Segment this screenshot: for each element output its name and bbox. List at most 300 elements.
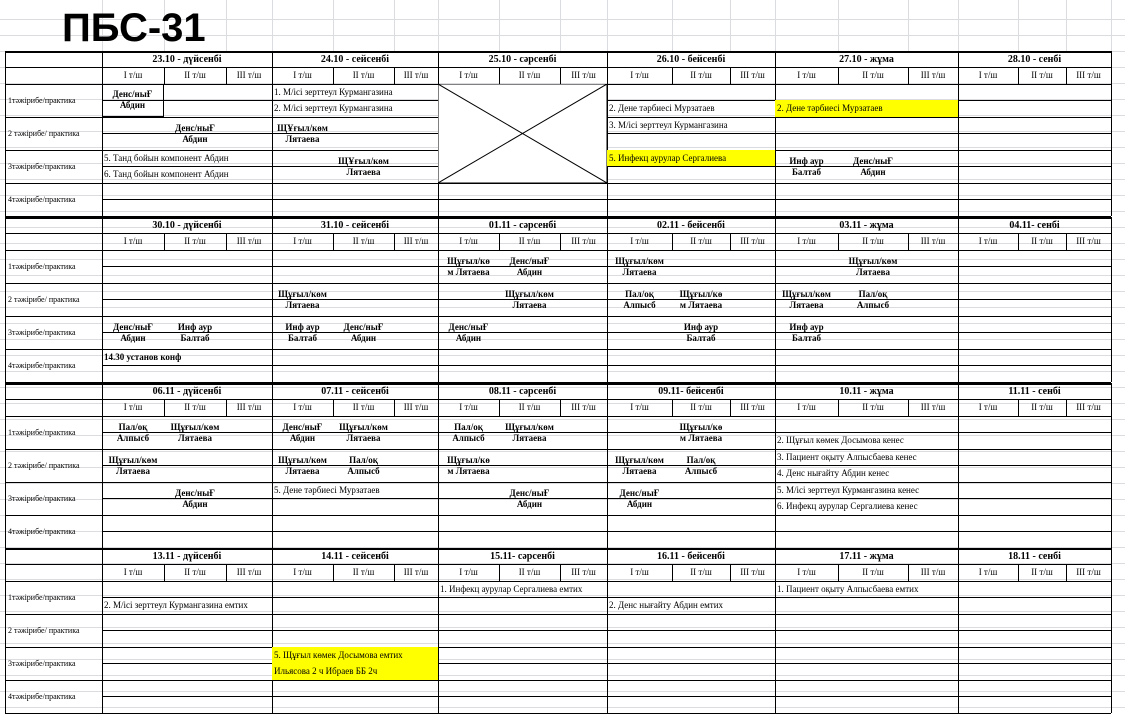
cell-line: Щұғыл/кө: [679, 288, 723, 299]
schedule-cell[interactable]: [607, 449, 672, 482]
sub-header[interactable]: І т/ш: [630, 566, 649, 577]
day-header[interactable]: 15.11- сәрсенбі: [490, 550, 555, 562]
sub-header[interactable]: І т/ш: [459, 401, 478, 412]
day-header[interactable]: 30.10 - дүйсенбі: [152, 219, 222, 231]
sub-header[interactable]: ІІІ т/ш: [403, 235, 429, 246]
day-header[interactable]: 16.11 - бейсенбі: [657, 550, 725, 562]
border-line: [499, 399, 500, 416]
sub-header[interactable]: І т/ш: [293, 566, 312, 577]
border-line: [5, 614, 102, 615]
period-label[interactable]: 3тәжірибе/практика: [8, 162, 76, 171]
border-line: [607, 365, 775, 366]
period-label[interactable]: 3тәжірибе/практика: [8, 494, 76, 503]
cell-text: [175, 488, 215, 510]
schedule-cell[interactable]: [102, 84, 164, 117]
sub-header[interactable]: ІІ т/ш: [690, 69, 712, 80]
sub-header[interactable]: ІІІ т/ш: [403, 69, 429, 80]
sub-header[interactable]: ІІ т/ш: [184, 69, 206, 80]
schedule-cell[interactable]: [164, 482, 226, 515]
period-label[interactable]: 4тәжірибе/практика: [8, 195, 76, 204]
border-line: [908, 233, 909, 250]
schedule-cell[interactable]: 6. Инфекц аурулар Сергалиева кенес: [777, 500, 918, 511]
schedule-cell[interactable]: [499, 416, 560, 449]
sub-header[interactable]: ІІІ т/ш: [920, 69, 946, 80]
schedule-cell[interactable]: [272, 283, 333, 316]
sub-header[interactable]: ІІ т/ш: [862, 401, 884, 412]
schedule-cell-highlight[interactable]: 5. Инфекц аурулар Сергалиева: [607, 150, 775, 166]
sub-header[interactable]: І т/ш: [797, 401, 816, 412]
sub-header[interactable]: І т/ш: [123, 401, 143, 412]
border-line: [226, 399, 227, 416]
border-line: [672, 564, 673, 581]
day-header[interactable]: 27.10 - жұма: [839, 53, 894, 65]
cell-line: Алпысб: [347, 465, 380, 476]
cell-line: Алпысб: [856, 299, 890, 310]
period-label[interactable]: 3тәжірибе/практика: [8, 328, 76, 337]
border-line: [102, 515, 272, 516]
cell-text: [623, 289, 655, 311]
schedule-cell[interactable]: 2. М/ісі зерттеул Курмангазина: [274, 103, 393, 113]
schedule-cell[interactable]: [272, 316, 333, 349]
day-header[interactable]: 25.10 - сәрсенбі: [488, 53, 557, 65]
day-header[interactable]: 03.11 - жұма: [839, 219, 894, 231]
gridline: [672, 0, 673, 51]
sub-header[interactable]: ІІІ т/ш: [740, 235, 765, 246]
border-line: [438, 680, 607, 681]
day-header[interactable]: 26.10 - бейсенбі: [656, 53, 726, 65]
cell-line: Инф аур: [683, 321, 719, 332]
schedule-cell[interactable]: 5. Танд бойын компонент Абдин: [104, 152, 229, 163]
schedule-cell[interactable]: [272, 416, 333, 449]
day-header[interactable]: 24.10 - сейсенбі: [320, 53, 390, 65]
cell-line: Щұғыл/көм: [278, 454, 327, 465]
cell-line: Пал/оқ: [858, 288, 888, 299]
border-line: [958, 117, 1111, 118]
sub-header[interactable]: ІІІ т/ш: [571, 566, 596, 577]
sub-header[interactable]: ІІІ т/ш: [403, 566, 429, 577]
gridline: [0, 211, 1125, 212]
schedule-cell[interactable]: [333, 150, 394, 183]
border-line: [5, 233, 1111, 234]
border-line: [438, 597, 607, 598]
sub-header[interactable]: ІІІ т/ш: [236, 566, 262, 577]
border-line: [102, 680, 272, 681]
sheet-title[interactable]: ПБС-31: [62, 6, 206, 50]
border-line: [1111, 383, 1112, 548]
cell-line: Инф аур: [789, 321, 824, 332]
border-line: [272, 498, 438, 499]
schedule-cell[interactable]: [672, 316, 730, 349]
border-line: [958, 531, 1111, 532]
cell-line: Инф аур: [285, 321, 320, 332]
gridline: [775, 0, 776, 51]
gridline: [560, 0, 561, 51]
period-label[interactable]: 3тәжірибе/практика: [8, 659, 76, 668]
schedule-cell[interactable]: [775, 283, 838, 316]
gridline: [0, 291, 1125, 292]
sub-header[interactable]: ІІІ т/ш: [571, 235, 596, 246]
schedule-cell[interactable]: [438, 250, 499, 283]
sub-header[interactable]: ІІІ т/ш: [236, 235, 262, 246]
sub-header[interactable]: ІІІ т/ш: [920, 235, 946, 246]
schedule-cell[interactable]: [499, 283, 560, 316]
cell-line: Алпысб: [684, 465, 718, 476]
sub-header[interactable]: І т/ш: [293, 401, 312, 412]
crossed-out-day: [438, 84, 607, 183]
schedule-cell[interactable]: [775, 316, 838, 349]
schedule-cell[interactable]: [672, 283, 730, 316]
schedule-cell[interactable]: [775, 150, 838, 183]
cell-line: Лятаева: [178, 432, 212, 443]
cell-line: м Лятаева: [679, 432, 723, 443]
cell-line: Абдин: [516, 266, 543, 277]
schedule-cell[interactable]: 1. Пациент оқыту Алпысбаева емтих: [777, 583, 919, 594]
border-line: [226, 67, 227, 84]
schedule-cell[interactable]: 3. Пациент оқыту Алпысбаева кенес: [777, 451, 917, 462]
sub-header[interactable]: ІІ т/ш: [352, 401, 375, 412]
border-line: [499, 67, 500, 84]
cell-line: Алпысб: [623, 299, 656, 310]
border-line: [958, 696, 1111, 697]
schedule-cell[interactable]: 1. Инфекц аурулар Сергалиева емтих: [440, 583, 583, 594]
cell-text: [505, 422, 554, 444]
sub-header[interactable]: ІІ т/ш: [184, 401, 206, 412]
schedule-cell[interactable]: [102, 449, 164, 482]
cell-line: Абдин: [626, 498, 653, 509]
sub-header[interactable]: ІІ т/ш: [518, 566, 541, 577]
sub-header[interactable]: ІІ т/ш: [1031, 69, 1053, 80]
gridline: [1111, 0, 1112, 51]
schedule-cell[interactable]: 4. Денс нығайту Абдин кенес: [777, 467, 890, 478]
sub-header[interactable]: ІІ т/ш: [862, 566, 884, 577]
border-line: [958, 316, 1111, 317]
cell-text: [782, 289, 831, 311]
sub-header[interactable]: ІІ т/ш: [1031, 566, 1053, 577]
schedule-cell[interactable]: [102, 316, 164, 349]
border-line: [958, 166, 1111, 167]
day-header[interactable]: 09.11- бейсенбі: [658, 385, 724, 397]
schedule-cell[interactable]: [333, 316, 394, 349]
day-header[interactable]: 10.11 - жұма: [839, 385, 894, 397]
schedule-cell[interactable]: [333, 449, 394, 482]
period-label[interactable]: 4тәжірибе/практика: [8, 527, 76, 536]
day-header[interactable]: 14.11 - сейсенбі: [321, 550, 389, 562]
sub-header[interactable]: ІІІ т/ш: [740, 401, 765, 412]
sub-header[interactable]: І т/ш: [459, 566, 478, 577]
schedule-cell-highlight[interactable]: 5. Щұғыл көмек Досымова емтих: [272, 647, 438, 663]
border-line: [560, 564, 561, 581]
sub-header[interactable]: І т/ш: [293, 235, 312, 246]
sub-header[interactable]: ІІ т/ш: [352, 235, 375, 246]
border-line: [672, 233, 673, 250]
border-line: [607, 630, 775, 631]
border-line: [1066, 67, 1067, 84]
sub-header[interactable]: ІІІ т/ш: [236, 69, 262, 80]
sub-header[interactable]: ІІ т/ш: [184, 235, 206, 246]
day-header[interactable]: 11.11 - сенбі: [1008, 385, 1061, 397]
schedule-cell[interactable]: [838, 150, 908, 183]
day-header[interactable]: 18.11 - сенбі: [1008, 550, 1061, 562]
gridline: [0, 275, 1125, 276]
sub-header[interactable]: ІІІ т/ш: [571, 401, 596, 412]
sub-header[interactable]: ІІІ т/ш: [1076, 566, 1101, 577]
sub-header[interactable]: І т/ш: [123, 566, 143, 577]
cell-text: [344, 322, 384, 344]
sub-header[interactable]: І т/ш: [978, 235, 998, 246]
sub-header[interactable]: ІІ т/ш: [184, 566, 206, 577]
schedule-cell[interactable]: [438, 449, 499, 482]
sub-header[interactable]: І т/ш: [978, 566, 998, 577]
sub-header[interactable]: І т/ш: [797, 235, 816, 246]
cell-text: [347, 455, 379, 477]
schedule-cell[interactable]: [164, 117, 226, 150]
border-line: [958, 133, 1111, 134]
period-label[interactable]: 1тәжірибе/практика: [8, 96, 76, 105]
day-header[interactable]: 08.11 - сәрсенбі: [488, 385, 557, 397]
sub-header[interactable]: ІІІ т/ш: [1076, 401, 1101, 412]
cell-text: [620, 488, 660, 510]
cell-line: Денс/ныҒ: [619, 487, 660, 498]
sub-header[interactable]: ІІ т/ш: [690, 566, 712, 577]
gridline: [226, 0, 227, 51]
sub-header[interactable]: ІІІ т/ш: [571, 69, 596, 80]
border-line: [438, 183, 607, 184]
sub-header[interactable]: І т/ш: [459, 69, 478, 80]
sub-header[interactable]: ІІ т/ш: [690, 235, 712, 246]
sub-header[interactable]: І т/ш: [978, 69, 998, 80]
cell-line: Алпысб: [116, 432, 150, 443]
sub-header[interactable]: І т/ш: [797, 69, 816, 80]
gridline: [0, 675, 1125, 676]
cell-text: [505, 289, 554, 311]
gridline: [333, 0, 334, 51]
period-label[interactable]: 1тәжірибе/практика: [8, 593, 76, 602]
gridline: [0, 371, 1125, 372]
cell-text: [452, 422, 484, 444]
sub-header[interactable]: ІІІ т/ш: [920, 566, 946, 577]
cell-line: Лятаева: [346, 432, 381, 443]
border-line: [5, 680, 102, 681]
schedule-cell[interactable]: [607, 283, 672, 316]
sub-header[interactable]: ІІІ т/ш: [740, 69, 765, 80]
cell-line: м Лятаева: [447, 266, 490, 277]
border-line: [607, 349, 775, 350]
border-line: [438, 515, 607, 516]
schedule-cell[interactable]: 14.30 установ конф: [104, 351, 182, 362]
day-header[interactable]: 23.10 - дүйсенбі: [152, 53, 222, 65]
sub-header[interactable]: ІІІ т/ш: [740, 566, 765, 577]
sub-header[interactable]: ІІ т/ш: [518, 69, 541, 80]
schedule-cell[interactable]: [607, 482, 672, 515]
schedule-cell[interactable]: [672, 449, 730, 482]
day-header[interactable]: 07.11 - сейсенбі: [321, 385, 389, 397]
border-line: [607, 133, 775, 134]
schedule-cell[interactable]: 1. М/ісі зерттеул Курмангазина: [274, 86, 393, 97]
schedule-cell[interactable]: [438, 316, 499, 349]
border-line: [1018, 399, 1019, 416]
sub-header[interactable]: ІІІ т/ш: [1076, 69, 1101, 80]
schedule-cell[interactable]: 2. Дене тәрбиесі Мурзатаев: [609, 103, 715, 113]
period-label[interactable]: 4тәжірибе/практика: [8, 361, 76, 370]
border-line: [775, 349, 958, 350]
border-line: [5, 316, 102, 317]
border-line: [102, 299, 272, 300]
day-header[interactable]: 17.11 - жұма: [839, 550, 894, 562]
schedule-cell[interactable]: 2. М/ісі зерттеул Курмангазина емтих: [104, 600, 248, 610]
sub-header[interactable]: І т/ш: [293, 69, 312, 80]
cell-line: ЩҰғыл/көм: [338, 155, 389, 166]
border-line: [102, 365, 272, 366]
sub-header[interactable]: ІІ т/ш: [862, 235, 884, 246]
schedule-cell[interactable]: [333, 416, 394, 449]
period-label[interactable]: 2 тәжірибе/ практика: [8, 295, 80, 304]
cell-line: Пал/оқ: [625, 288, 654, 299]
sub-header[interactable]: ІІІ т/ш: [236, 401, 262, 412]
border-line: [838, 67, 839, 84]
cell-line: м Лятаева: [679, 299, 723, 310]
border-line: [1111, 217, 1112, 382]
day-header[interactable]: 06.11 - дүйсенбі: [152, 385, 222, 397]
border-line: [838, 399, 839, 416]
border-line: [394, 564, 395, 581]
sub-header[interactable]: І т/ш: [978, 401, 998, 412]
cell-line: Денс/ныҒ: [112, 89, 153, 99]
cell-text: [449, 322, 489, 344]
cell-line: Лятаева: [116, 465, 150, 476]
period-label[interactable]: 2 тәжірибе/ практика: [8, 129, 80, 138]
cell-line: Пал/оқ: [349, 454, 378, 465]
schedule-cell[interactable]: 6. Танд бойын компонент Абдин: [104, 169, 229, 179]
border-line: [958, 299, 1111, 300]
schedule-cell[interactable]: [499, 250, 560, 283]
border-line: [272, 614, 438, 615]
border-line: [908, 67, 909, 84]
gridline: [0, 195, 1125, 196]
border-line: [5, 349, 102, 350]
border-line: [607, 663, 775, 664]
border-line: [102, 630, 272, 631]
border-line: [775, 531, 958, 532]
border-line: [102, 663, 272, 664]
schedule-cell-highlight[interactable]: Ильясова 2 ч Ибраев ББ 2ч: [272, 663, 438, 680]
day-header[interactable]: 01.11 - сәрсенбі: [488, 219, 557, 231]
border-line: [672, 399, 673, 416]
schedule-cell[interactable]: [672, 416, 730, 449]
sub-header[interactable]: ІІ т/ш: [518, 401, 541, 412]
cell-text: [109, 455, 158, 477]
schedule-cell-highlight[interactable]: 2. Дене тәрбиесі Мурзатаев: [775, 100, 958, 117]
sub-header[interactable]: І т/ш: [797, 566, 816, 577]
sub-header[interactable]: ІІ т/ш: [352, 69, 375, 80]
sub-header[interactable]: І т/ш: [630, 235, 649, 246]
schedule-cell[interactable]: 5. М/ісі зерттеул Курмангазина кенес: [777, 484, 920, 495]
cell-text: [680, 422, 723, 444]
gridline: [0, 307, 1125, 308]
cell-text: [175, 123, 215, 145]
schedule-cell[interactable]: [164, 316, 226, 349]
period-label[interactable]: 2 тәжірибе/ практика: [8, 626, 80, 635]
border-line: [607, 614, 775, 615]
sub-header[interactable]: ІІ т/ш: [352, 566, 375, 577]
day-header[interactable]: 13.11 - дүйсенбі: [152, 550, 222, 562]
border-line: [102, 696, 272, 697]
border-line: [272, 531, 438, 532]
sub-header[interactable]: І т/ш: [459, 235, 478, 246]
border-line: [607, 199, 775, 200]
sub-header[interactable]: ІІІ т/ш: [403, 401, 429, 412]
border-line: [958, 614, 1111, 615]
period-label[interactable]: 4тәжірибе/практика: [8, 692, 76, 701]
schedule-cell[interactable]: 5. Дене тәрбиесі Мурзатаев: [274, 484, 380, 495]
schedule-cell[interactable]: [272, 117, 333, 150]
schedule-cell[interactable]: 3. М/ісі зерттеул Курмангазина: [609, 119, 728, 130]
border-line: [164, 233, 165, 250]
cell-text: [685, 455, 717, 477]
sub-header[interactable]: ІІ т/ш: [518, 235, 541, 246]
schedule-cell[interactable]: [499, 482, 560, 515]
cell-text: [113, 322, 153, 344]
sub-header[interactable]: І т/ш: [123, 69, 143, 80]
gridline: [1066, 0, 1067, 51]
day-header[interactable]: 28.10 - сенбі: [1007, 53, 1062, 65]
schedule-cell[interactable]: [838, 250, 908, 283]
sub-header[interactable]: ІІ т/ш: [862, 69, 884, 80]
schedule-cell[interactable]: 2. Денс нығайту Абдин емтих: [609, 600, 724, 610]
cell-text: [447, 455, 490, 477]
border-line: [333, 564, 334, 581]
cell-text: [447, 256, 490, 278]
sub-header[interactable]: ІІ т/ш: [690, 401, 712, 412]
day-header[interactable]: 31.10 - сейсенбі: [320, 219, 390, 231]
border-line: [102, 614, 272, 615]
period-label[interactable]: 1тәжірибе/практика: [8, 428, 76, 437]
schedule-cell[interactable]: [102, 416, 164, 449]
cell-text: [680, 289, 723, 311]
sub-header[interactable]: І т/ш: [630, 401, 649, 412]
border-line: [5, 283, 102, 284]
schedule-cell[interactable]: 2. Щұғыл көмек Досымова кенес: [777, 434, 904, 445]
border-line: [958, 449, 1111, 450]
period-label[interactable]: 2 тәжірибе/ практика: [8, 461, 80, 470]
border-line: [333, 399, 334, 416]
sub-header[interactable]: ІІІ т/ш: [920, 401, 946, 412]
period-label[interactable]: 1тәжірибе/практика: [8, 262, 76, 271]
schedule-cell[interactable]: [438, 416, 499, 449]
sub-header[interactable]: ІІ т/ш: [1031, 235, 1053, 246]
border-line: [958, 283, 1111, 284]
cell-line: Щұғыл/көм: [848, 255, 898, 266]
cell-line: Денс/ныҒ: [509, 487, 550, 498]
sub-header[interactable]: ІІ т/ш: [1031, 401, 1053, 412]
border-line: [438, 696, 607, 697]
border-line: [958, 630, 1111, 631]
border-line: [838, 564, 839, 581]
border-line: [5, 713, 1111, 714]
schedule-cell[interactable]: [607, 250, 672, 283]
day-header[interactable]: 04.11- сенбі: [1009, 219, 1060, 231]
schedule-cell[interactable]: [838, 283, 908, 316]
schedule-cell[interactable]: [164, 416, 226, 449]
sub-header[interactable]: ІІІ т/ш: [1076, 235, 1101, 246]
cell-line: Лятаева: [789, 299, 824, 310]
border-line: [272, 199, 438, 200]
sub-header[interactable]: І т/ш: [123, 235, 143, 246]
schedule-cell[interactable]: [272, 449, 333, 482]
border-line: [5, 515, 102, 516]
sub-header[interactable]: І т/ш: [630, 69, 649, 80]
day-header[interactable]: 02.11 - бейсенбі: [657, 219, 725, 231]
border-line: [560, 67, 561, 84]
